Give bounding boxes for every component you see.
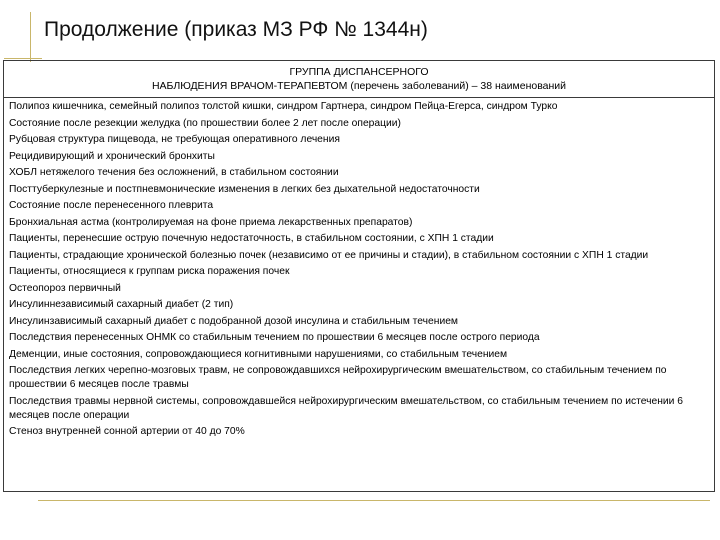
list-item: ХОБЛ нетяжелого течения без осложнений, в стабильном состоянии — [9, 167, 339, 178]
list-item: Остеопороз первичный — [9, 282, 121, 294]
list-item: Стеноз внутренней сонной артерии от 40 до 70% — [9, 426, 245, 437]
table-body — [4, 98, 714, 439]
list-item: Полипоз кишечника, семейный полипоз толстой кишки, синдром Гартнера, синдром Пейца-Егерса, синдром Турко — [9, 101, 558, 112]
header-line-1: ГРУППА ДИСПАНСЕРНОГО — [289, 66, 429, 78]
header-line-2: НАБЛЮДЕНИЯ ВРАЧОМ-ТЕРАПЕВТОМ (перечень заболеваний) – 38 наименований — [151, 80, 567, 92]
list-item: Последствия перенесенных ОНМК со стабильным течением по прошествии 6 месяцев после острого периода — [9, 332, 540, 343]
list-item: Пациенты, относящиеся к группам риска поражения почек — [9, 266, 290, 277]
decorative-vertical-line — [30, 12, 31, 62]
disease-list-table — [3, 60, 715, 492]
list-item: Бронхиальная астма (контролируемая на фоне приема лекарственных препаратов) — [9, 216, 413, 228]
list-item: Состояние после резекции желудка (по прошествии более 2 лет после операции) — [9, 117, 401, 129]
list-item: Пациенты, страдающие хронической болезнью почек (независимо от ее причины и стадии), в стабильном состоянии с ХПН 1 стадии — [9, 249, 649, 261]
list-item: Последствия травмы нервной системы, сопровождавшейся нейрохирургическим вмешательством, со стабильным течением по истечении 6 месяцев после операции — [9, 395, 684, 421]
list-item: Последствия легких черепно-мозговых травм, не сопровождавшихся нейрохирургическим вмешательством, со стабильным течением по прошествии 6 месяцев после травмы — [9, 365, 667, 390]
slide-title: Продолжение (приказ МЗ РФ № 1344н) — [44, 18, 428, 41]
list-item: Пациенты, перенесшие острую почечную недостаточность, в стабильном состоянии, с ХПН 1 стадии — [9, 233, 494, 244]
list-item: Инсулиннезависимый сахарный диабет (2 тип) — [9, 299, 234, 310]
decorative-bottom-line — [38, 500, 710, 501]
list-item: Рубцовая структура пищевода, не требующая оперативного лечения — [9, 134, 340, 145]
list-item: Состояние после перенесенного плеврита — [9, 200, 214, 211]
table-header — [4, 61, 714, 98]
list-item: Рецидивирующий и хронический бронхиты — [9, 150, 215, 162]
list-item: Инсулинзависимый сахарный диабет с подобранной дозой инсулина и стабильным течением — [9, 315, 459, 327]
list-item: Деменции, иные состояния, сопровождающиеся когнитивными нарушениями, со стабильным течением — [9, 348, 508, 360]
list-item: Посттуберкулезные и постпневмонические изменения в легких без дыхательной недостаточности — [9, 183, 480, 195]
decorative-horizontal-line — [4, 58, 42, 59]
